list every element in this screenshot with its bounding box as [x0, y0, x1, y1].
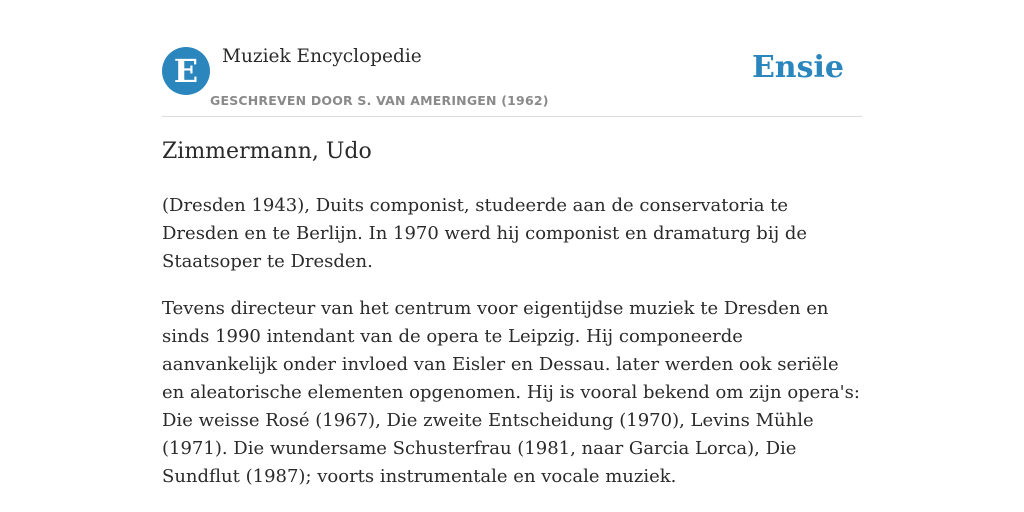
author-byline: GESCHREVEN DOOR S. VAN AMERINGEN (1962) [210, 93, 549, 108]
source-header [162, 46, 862, 117]
source-title-link[interactable]: Muziek Encyclopedie [222, 46, 422, 67]
ensie-brand-logo[interactable]: Ensie [751, 50, 844, 85]
entry-paragraph: (Dresden 1943), Duits componist, studeerde aan de conservatoria te Dresden en te Berlijn. In 1970 werd hij componist en dramaturg bij de Staatsoper te Dresden. [162, 195, 808, 272]
entry-body [162, 192, 862, 510]
entry-title: Zimmermann, Udo [162, 139, 372, 164]
encyclopedia-logo-icon[interactable]: E [162, 47, 210, 95]
entry-paragraph: Tevens directeur van het centrum voor eigentijdse muziek te Dresden en sinds 1990 intendant van de opera te Leipzig. Hij componeerde aanvankelijk onder invloed van Eisler en Dessau. later werden ook seriële en aleatorische elementen opgenomen. Hij is vooral bekend om zijn opera's: Die weisse Rosé (1967), Die zweite Entscheidung (1970), Levins Mühle (1971). Die wundersame Schusterfrau (1981, naar Garcia Lorca), Die Sundflut (1987); voorts instrumentale en vocale muziek. [162, 298, 860, 487]
